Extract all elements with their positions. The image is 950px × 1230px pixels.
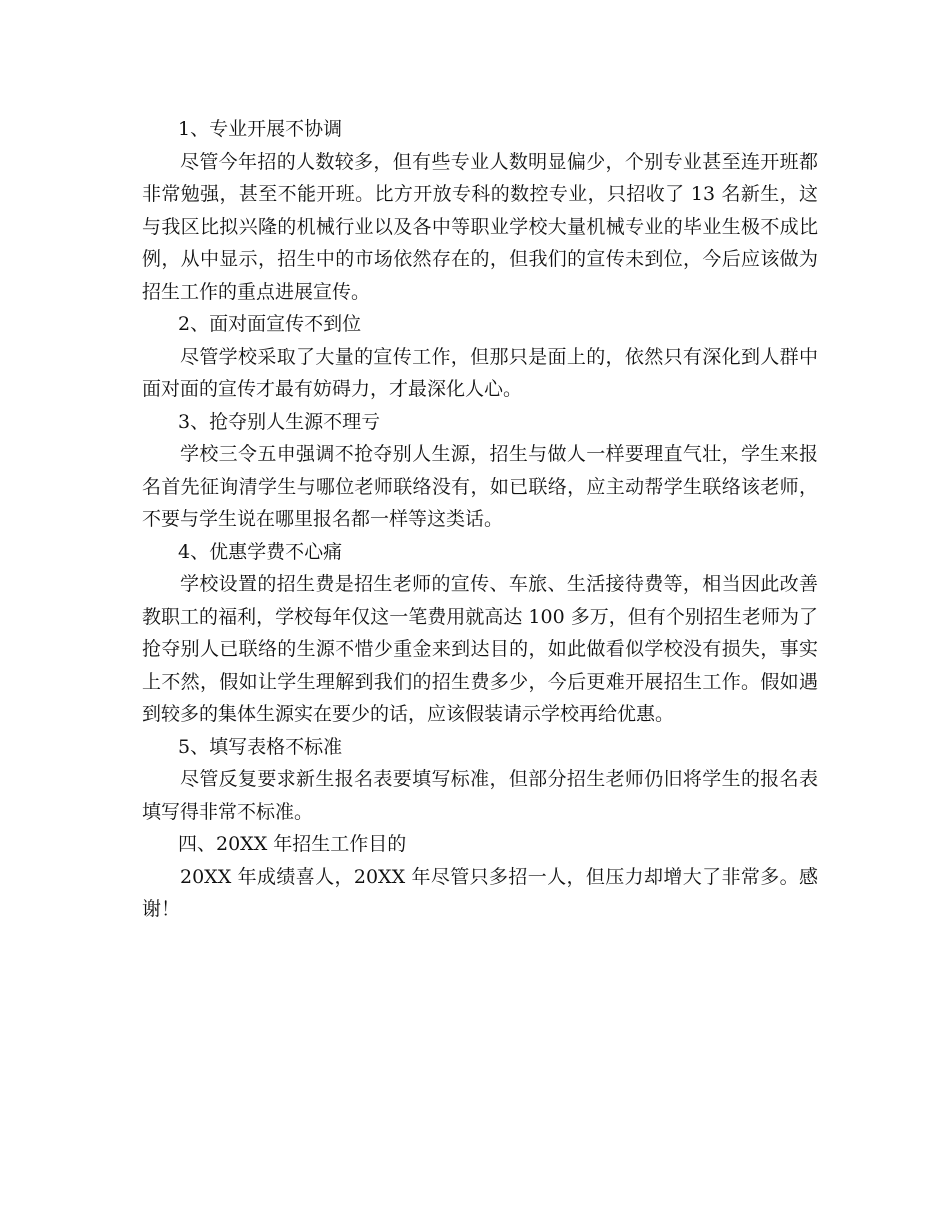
section-heading-1: 1、专业开展不协调	[178, 118, 343, 140]
paragraph-goals: 20XX 年成绩喜人，20XX 年尽管只多招一人，但压力却增大了非常多。感谢！	[142, 865, 818, 920]
section-heading-2: 2、面对面宣传不到位	[178, 313, 362, 335]
section-heading-4: 4、优惠学费不心痛	[178, 540, 343, 563]
paragraph-1: 尽管今年招的人数较多，但有些专业人数明显偏少，个别专业甚至连开班都非常勉强，甚至不能开班。比方开放专科的数控专业，只招收了 13 名新生，这与我区比拟兴隆的机械行业以及各中等职业学校大量机械专业的毕业生极不成比例，从中显示，招生中的市场依然存在的，但我们的宣传未到位，今后应该做为招生工作的重点进展宣传。	[142, 150, 818, 303]
document-body	[142, 113, 818, 926]
paragraph-2: 尽管学校采取了大量的宣传工作，但那只是面上的，依然只有深化到人群中面对面的宣传才最有妨碍力，才最深化人心。	[142, 345, 818, 400]
section-heading-5: 5、填写表格不标准	[178, 735, 343, 758]
section-heading-3: 3、抢夺别人生源不理亏	[178, 410, 381, 433]
paragraph-3: 学校三令五申强调不抢夺别人生源，招生与做人一样要理直气壮，学生来报名首先征询清学生与哪位老师联络没有，如已联络，应主动帮学生联络该老师，不要与学生说在哪里报名都一样等这类话。	[142, 443, 818, 530]
paragraph-4: 学校设置的招生费是招生老师的宣传、车旅、生活接待费等，相当因此改善教职工的福利，学校每年仅这一笔费用就高达 100 多万，但有个别招生老师为了抢夺别人已联络的生源不惜少重金来到达目的，如此做看似学校没有损失，事实上不然，假如让学生理解到我们的招生费多少，今后更难开展招生工作。假如遇到较多的集体生源实在要少的话，应该假装请示学校再给优惠。	[142, 573, 818, 725]
paragraph-5: 尽管反复要求新生报名表要填写标准，但部分招生老师仍旧将学生的报名表填写得非常不标准。	[142, 768, 818, 823]
section-heading-goals: 四、20XX 年招生工作目的	[178, 833, 407, 855]
